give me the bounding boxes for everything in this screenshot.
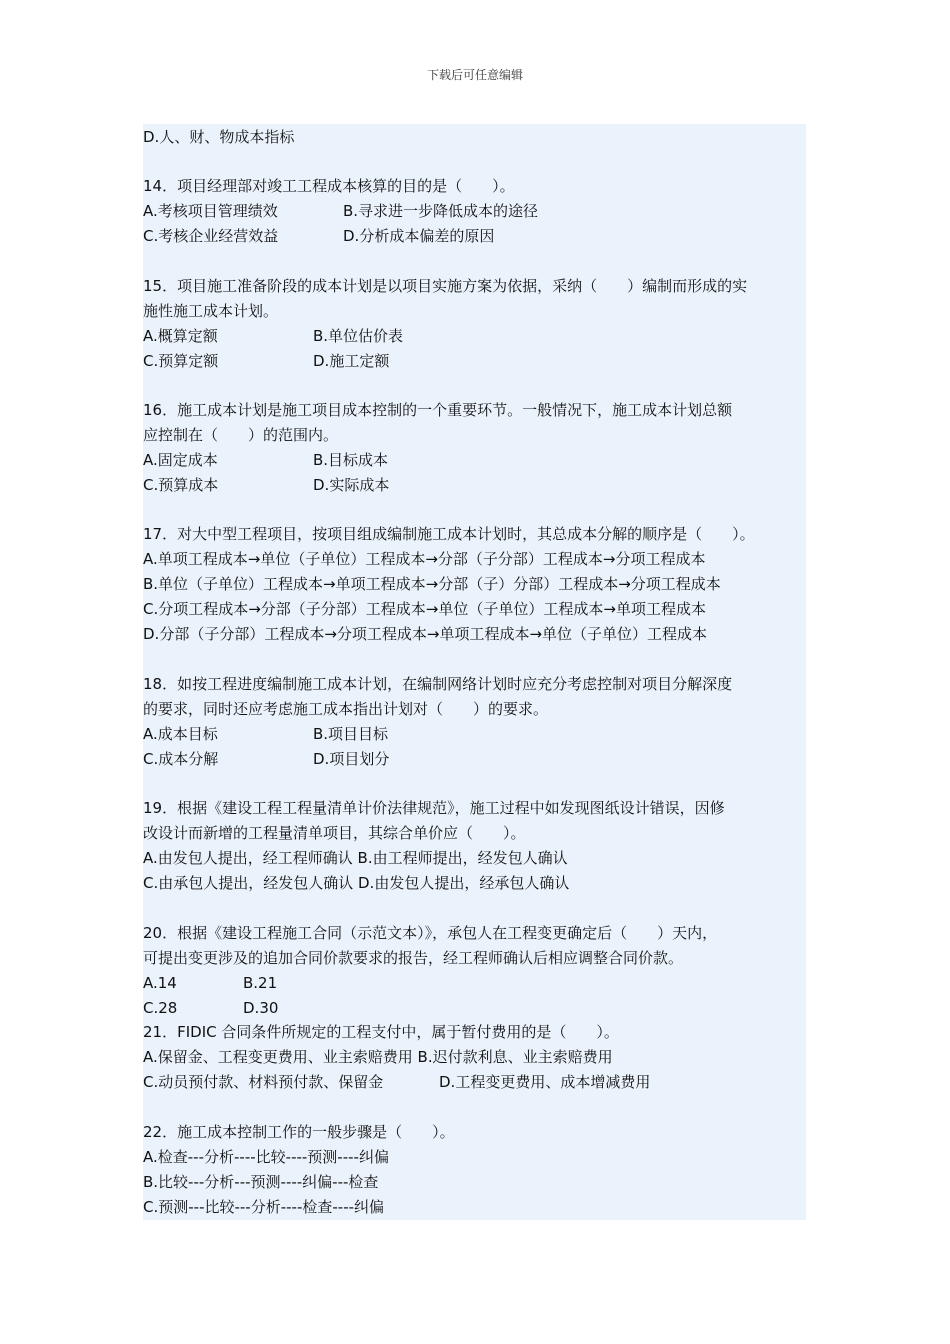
question-18-text: 的要求，同时还应考虑施工成本指出计划对（ ）的要求。	[143, 700, 549, 718]
answer-option: D.30	[243, 999, 279, 1017]
answer-option: C.考核企业经营效益	[143, 227, 279, 245]
answer-option: D.工程变更费用、成本增减费用	[439, 1073, 651, 1091]
question-16-text: 应控制在（ ）的范围内。	[143, 426, 339, 444]
answer-option: B.寻求进一步降低成本的途径	[343, 202, 539, 220]
answer-option: D.分部（子分部）工程成本→分项工程成本→单项工程成本→单位（子单位）工程成本	[143, 625, 708, 643]
answer-option: A.保留金、工程变更费用、业主索赔费用 B.迟付款利息、业主索赔费用	[143, 1048, 613, 1066]
answer-option: B.单位估价表	[313, 327, 404, 345]
answer-option: D.分析成本偏差的原因	[343, 227, 495, 245]
answer-option: B.项目目标	[313, 725, 389, 743]
page-header: 下载后可任意编辑	[426, 68, 523, 82]
answer-option: C.预测---比较---分析----检查----纠偏	[143, 1198, 385, 1216]
answer-option: C.分项工程成本→分部（子分部）工程成本→单位（子单位）工程成本→单项工程成本	[143, 600, 706, 618]
question-15-text: 15．项目施工准备阶段的成本计划是以项目实施方案为依据，采纳（ ）编制而形成的实	[143, 277, 748, 295]
answer-option: C.预算成本	[143, 476, 219, 494]
answer-option: D.实际成本	[313, 476, 390, 494]
answer-option: A.14	[143, 974, 177, 992]
answer-option: A.考核项目管理绩效	[143, 202, 278, 220]
question-20-text: 20．根据《建设工程施工合同（示范文本）》，承包人在工程变更确定后（ ）天内，	[143, 924, 718, 942]
answer-option: C.28	[143, 999, 178, 1017]
answer-option: B.比较---分析---预测----纠偏---检查	[143, 1173, 379, 1191]
answer-option: C.预算定额	[143, 352, 219, 370]
question-21-text: 21．FIDIC 合同条件所规定的工程支付中，属于暂付费用的是（ ）。	[143, 1023, 619, 1041]
question-22-text: 22．施工成本控制工作的一般步骤是（ ）。	[143, 1123, 455, 1141]
answer-option: A.由发包人提出，经工程师确认 B.由工程师提出，经发包人确认	[143, 849, 568, 867]
answer-option: C.动员预付款、材料预付款、保留金	[143, 1073, 384, 1091]
answer-option: D.施工定额	[313, 352, 390, 370]
answer-option: B.单位（子单位）工程成本→单项工程成本→分部（子）分部）工程成本→分项工程成本	[143, 575, 721, 593]
answer-option: C.由承包人提出，经发包人确认 D.由发包人提出，经承包人确认	[143, 874, 570, 892]
answer-option: A.单项工程成本→单位（子单位）工程成本→分部（子分部）工程成本→分项工程成本	[143, 550, 706, 568]
answer-option: D.项目划分	[313, 750, 390, 768]
answer-option: A.固定成本	[143, 451, 218, 469]
question-15-text: 施性施工成本计划。	[143, 302, 279, 320]
answer-option: B.目标成本	[313, 451, 389, 469]
answer-option: A.检查---分析----比较----预测----纠偏	[143, 1148, 389, 1166]
answer-option: A.成本目标	[143, 725, 218, 743]
question-14-text: 14．项目经理部对竣工工程成本核算的目的是（ ）。	[143, 177, 515, 195]
answer-option: D.人、财、物成本指标	[143, 128, 295, 146]
question-19-text: 改设计而新增的工程量清单项目，其综合单价应（ ）。	[143, 824, 526, 842]
answer-option: B.21	[243, 974, 278, 992]
question-18-text: 18．如按工程进度编制施工成本计划，在编制网络计划时应充分考虑控制对项目分解深度	[143, 675, 733, 693]
answer-option: C.成本分解	[143, 750, 219, 768]
question-19-text: 19．根据《建设工程工程量清单计价法律规范》，施工过程中如发现图纸设计错误，因修	[143, 799, 725, 817]
document-body	[143, 124, 806, 1220]
question-20-text: 可提出变更涉及的追加合同价款要求的报告，经工程师确认后相应调整合同价款。	[143, 949, 684, 967]
question-17-text: 17．对大中型工程项目，按项目组成编制施工成本计划时，其总成本分解的顺序是（ ）。	[143, 525, 755, 543]
answer-option: A.概算定额	[143, 327, 218, 345]
question-16-text: 16．施工成本计划是施工项目成本控制的一个重要环节。一般情况下，施工成本计划总额	[143, 401, 733, 419]
